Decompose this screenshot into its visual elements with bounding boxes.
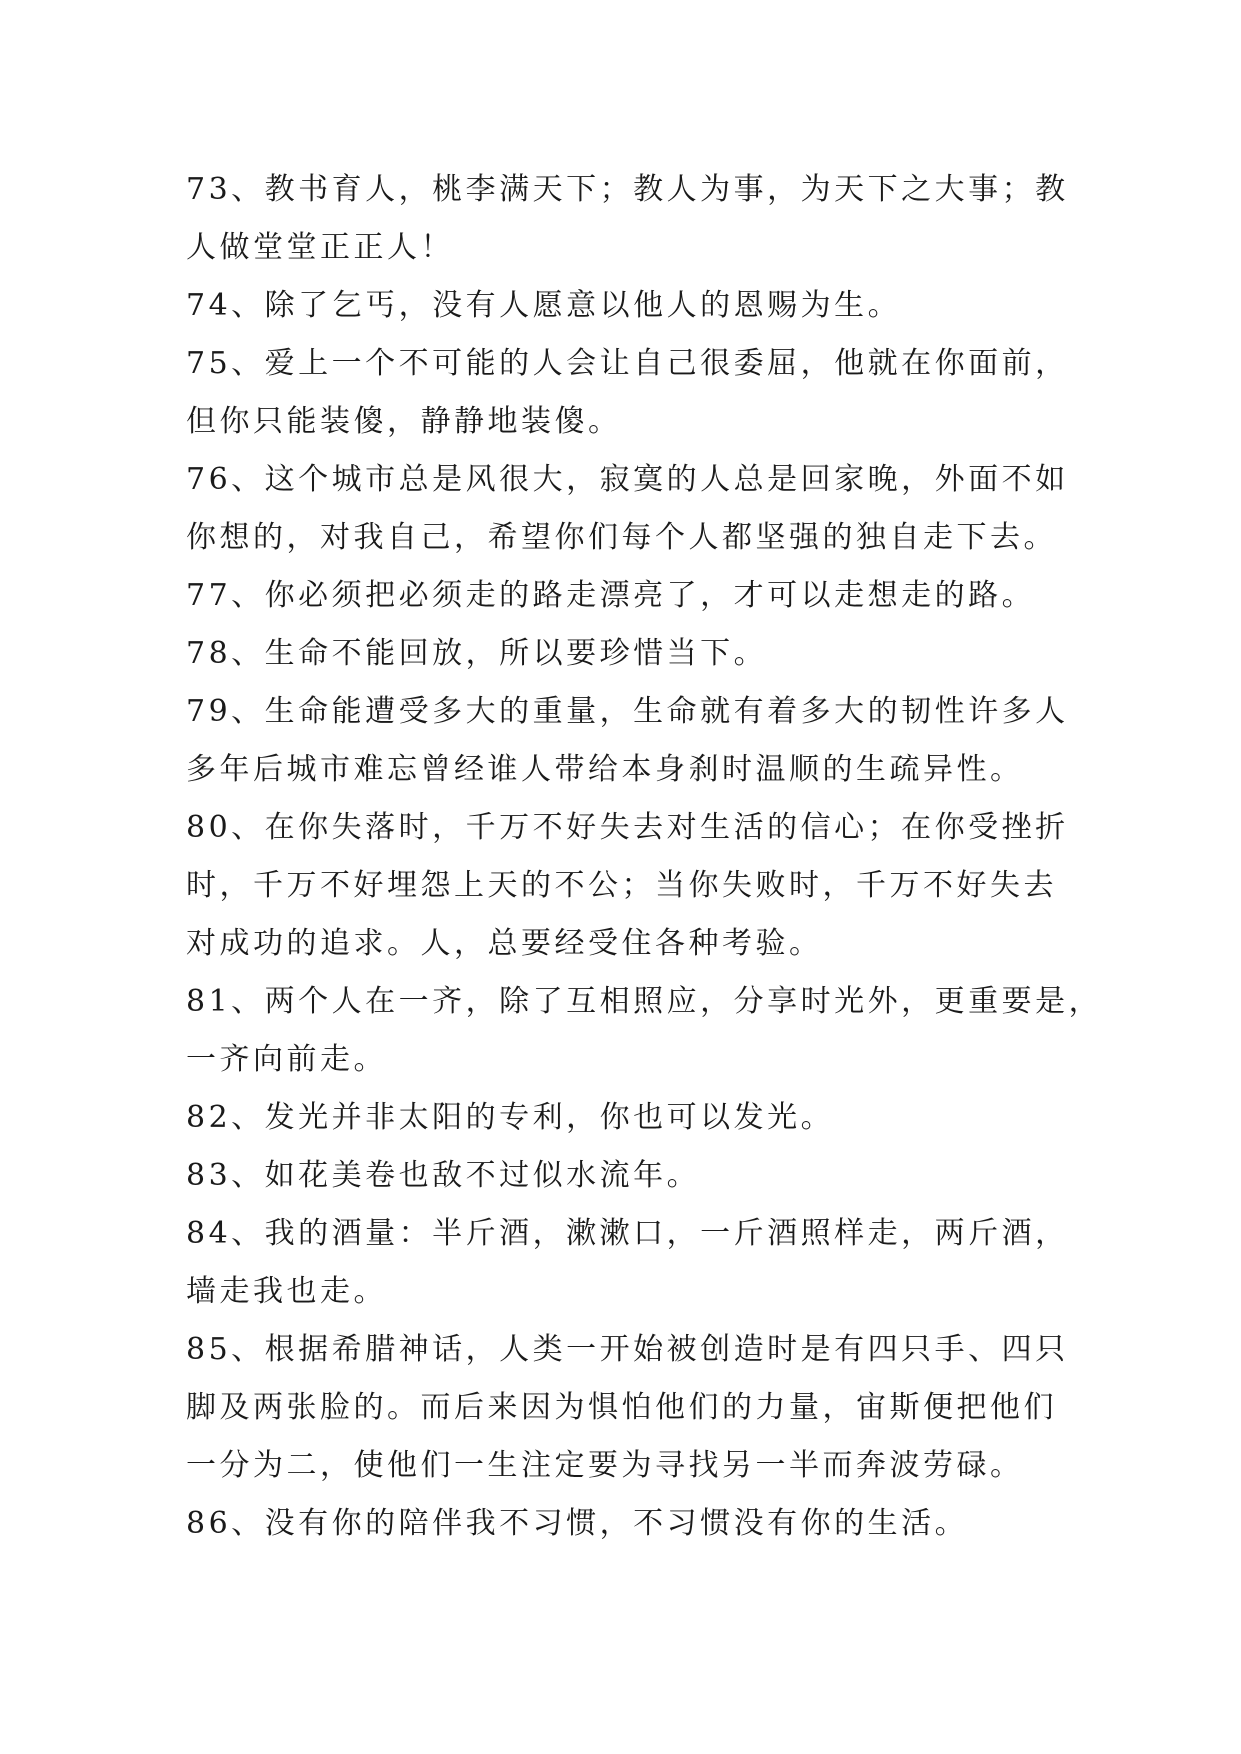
text-line: 75、爱上一个不可能的人会让自己很委屈，他就在你面前， — [186, 346, 1069, 381]
text-line: 77、你必须把必须走的路走漂亮了，才可以走想走的路。 — [186, 578, 1036, 613]
text-line: 一分为二，使他们一生注定要为寻找另一半而奔波劳碌。 — [186, 1448, 1024, 1483]
text-line: 74、除了乞丐，没有人愿意以他人的恩赐为生。 — [186, 288, 902, 323]
text-line: 一齐向前走。 — [186, 1042, 387, 1077]
document-body — [186, 161, 1103, 1553]
text-line: 83、如花美卷也敌不过似水流年。 — [186, 1158, 701, 1193]
text-line: 墙走我也走。 — [186, 1274, 387, 1309]
text-line: 73、教书育人，桃李满天下；教人为事，为天下之大事；教 — [186, 172, 1069, 207]
text-line: 时，千万不好埋怨上天的不公；当你失败时，千万不好失去 — [186, 868, 1057, 903]
text-line: 多年后城市难忘曾经谁人带给本身刹时温顺的生疏异性。 — [186, 752, 1024, 787]
text-line: 84、我的酒量：半斤酒，漱漱口，一斤酒照样走，两斤酒， — [186, 1216, 1069, 1251]
text-line: 80、在你失落时，千万不好失去对生活的信心；在你受挫折 — [186, 810, 1069, 845]
text-line: 但你只能装傻，静静地装傻。 — [186, 404, 622, 439]
text-line: 86、没有你的陪伴我不习惯，不习惯没有你的生活。 — [186, 1506, 969, 1541]
text-line: 82、发光并非太阳的专利，你也可以发光。 — [186, 1100, 835, 1135]
text-line: 你想的，对我自己，希望你们每个人都坚强的独自走下去。 — [186, 520, 1057, 555]
text-line: 81、两个人在一齐，除了互相照应，分享时光外，更重要是， — [186, 984, 1103, 1019]
text-line: 78、生命不能回放，所以要珍惜当下。 — [186, 636, 768, 671]
text-line: 79、生命能遭受多大的重量，生命就有着多大的韧性许多人 — [186, 694, 1069, 729]
text-line: 76、这个城市总是风很大，寂寞的人总是回家晚，外面不如 — [186, 462, 1069, 497]
text-line: 85、根据希腊神话，人类一开始被创造时是有四只手、四只 — [186, 1332, 1069, 1367]
text-line: 人做堂堂正正人！ — [186, 230, 454, 265]
text-line: 对成功的追求。人，总要经受住各种考验。 — [186, 926, 823, 961]
text-line: 脚及两张脸的。而后来因为惧怕他们的力量，宙斯便把他们 — [186, 1390, 1057, 1425]
